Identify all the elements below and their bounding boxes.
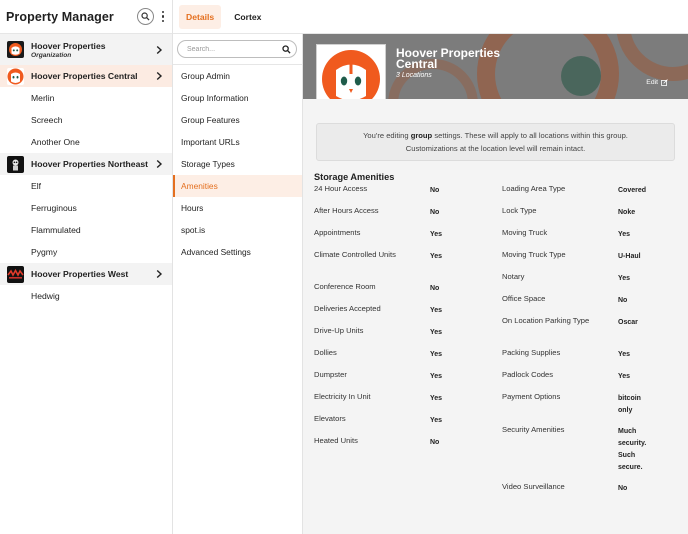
- search-box: [177, 40, 297, 58]
- group-name: Hoover Properties: [31, 40, 106, 51]
- amenity-row: [502, 348, 682, 361]
- amenity-row: [314, 282, 489, 295]
- amenity-value: Yes: [618, 274, 631, 282]
- tree-location-item[interactable]: Elf: [31, 181, 42, 191]
- amenity-label: Moving Truck Type: [502, 250, 566, 259]
- amenity-row: [502, 316, 682, 329]
- sidebar-header: [0, 0, 172, 34]
- group-edit-notice: [316, 123, 675, 161]
- amenity-row: [314, 326, 489, 339]
- amenity-label: Climate Controlled Units: [314, 250, 396, 259]
- nav-item-storage-types[interactable]: Storage Types: [181, 159, 235, 169]
- location-sidebar: [0, 0, 173, 534]
- tab-cortex[interactable]: Cortex: [234, 11, 262, 22]
- main-content: [303, 34, 688, 534]
- amenity-value: Much security. Such secure.: [618, 427, 647, 471]
- amenity-row: [314, 348, 489, 361]
- amenity-row: [314, 436, 489, 449]
- amenity-row: [502, 294, 682, 307]
- amenity-value: Yes: [430, 416, 443, 424]
- notice-line-1: You're editing group settings. These will apply to all locations within this group.: [363, 131, 628, 140]
- amenity-value: No: [430, 284, 440, 292]
- amenity-value: Oscar: [618, 318, 638, 326]
- amenity-label: Dumpster: [314, 370, 347, 379]
- amenity-label: Packing Supplies: [502, 348, 561, 357]
- nav-item-hours[interactable]: Hours: [181, 203, 204, 213]
- amenity-label: Security Amenities: [502, 425, 565, 434]
- amenity-value: Yes: [430, 230, 443, 238]
- amenity-value: No: [618, 484, 628, 492]
- amenity-value: Yes: [430, 306, 443, 314]
- nav-item-group-admin[interactable]: Group Admin: [181, 71, 230, 81]
- amenity-row: [314, 414, 489, 427]
- tree-location-item[interactable]: Another One: [31, 137, 80, 147]
- group-logo-icon: [7, 68, 24, 85]
- amenity-value: No: [430, 438, 440, 446]
- amenity-row: [314, 250, 489, 263]
- group-logo[interactable]: [316, 44, 386, 99]
- amenity-row: [314, 228, 489, 241]
- amenity-value: Yes: [618, 372, 631, 380]
- amenity-value: U-Haul: [618, 252, 641, 260]
- amenity-value: No: [430, 208, 440, 216]
- amenity-label: Heated Units: [314, 436, 358, 445]
- external-edit-icon: [661, 79, 668, 86]
- search-icon[interactable]: [282, 45, 291, 54]
- edit-button[interactable]: [646, 79, 668, 86]
- amenity-value: Yes: [618, 230, 631, 238]
- amenity-label: Video Surveillance: [502, 482, 565, 491]
- nav-item-group-features[interactable]: Group Features: [181, 115, 240, 125]
- search-input[interactable]: [187, 46, 282, 53]
- nav-item-amenities[interactable]: Amenities: [173, 175, 302, 197]
- amenity-label: Padlock Codes: [502, 370, 554, 379]
- amenity-value: Yes: [430, 350, 443, 358]
- amenity-label: Moving Truck: [502, 228, 548, 237]
- amenity-row: [502, 370, 682, 383]
- location-tree: [0, 34, 172, 307]
- amenity-label: Loading Area Type: [502, 184, 566, 193]
- chevron-right-icon: [154, 45, 164, 55]
- amenity-value: No: [618, 296, 628, 304]
- edit-label: Edit: [646, 79, 658, 86]
- amenity-row: [314, 206, 489, 219]
- nav-item-advanced-settings[interactable]: Advanced Settings: [181, 247, 251, 257]
- amenity-row: [502, 228, 682, 241]
- settings-nav-panel: [173, 34, 303, 534]
- tree-group-item[interactable]: [0, 153, 172, 175]
- tree-location-item[interactable]: Ferruginous: [31, 203, 77, 213]
- group-title: Hoover Properties Central: [396, 46, 501, 71]
- amenity-row: [502, 425, 682, 474]
- amenity-row: [502, 272, 682, 285]
- nav-item-group-information[interactable]: Group Information: [181, 93, 249, 103]
- tree-location-item[interactable]: Flammulated: [31, 225, 81, 235]
- amenity-label: Payment Options: [502, 392, 561, 401]
- tree-location-item[interactable]: Screech: [31, 115, 63, 125]
- amenity-label: Elevators: [314, 414, 346, 423]
- tree-group-item[interactable]: [0, 263, 172, 285]
- tree-group-item[interactable]: [0, 34, 172, 65]
- chevron-right-icon: [154, 159, 164, 169]
- notice-line-2: Customizations at the location level will remain intact.: [405, 144, 586, 153]
- group-logo-icon: [7, 41, 24, 58]
- amenity-row: [502, 184, 682, 197]
- tree-group-item[interactable]: [0, 65, 172, 87]
- amenity-value: bitcoin only: [618, 394, 641, 414]
- amenity-label: Electricity In Unit: [314, 392, 371, 401]
- amenity-label: Appointments: [314, 228, 361, 237]
- amenity-row: [502, 250, 682, 263]
- tree-location-item[interactable]: Hedwig: [31, 291, 60, 301]
- amenity-value: Yes: [430, 328, 443, 336]
- owl-logo-icon: [322, 50, 380, 99]
- group-name: Hoover Properties Central: [31, 71, 138, 81]
- amenity-label: Lock Type: [502, 206, 537, 215]
- group-logo-icon: [7, 156, 24, 173]
- amenity-label: Office Space: [502, 294, 546, 303]
- amenity-value: Yes: [430, 252, 443, 260]
- amenity-label: 24 Hour Access: [314, 184, 368, 193]
- amenity-row: [314, 370, 489, 383]
- amenity-label: Notary: [502, 272, 525, 281]
- amenity-row: [314, 392, 489, 405]
- amenity-label: Drive-Up Units: [314, 326, 364, 335]
- nav-item-important-urls[interactable]: Important URLs: [181, 137, 240, 147]
- chevron-right-icon: [154, 71, 164, 81]
- amenities-section-title: Storage Amenities: [314, 172, 395, 182]
- amenity-label: Dollies: [314, 348, 337, 357]
- nav-item-spot-is[interactable]: spot.is: [181, 225, 206, 235]
- amenity-row: [314, 184, 489, 197]
- tree-location-item[interactable]: Merlin: [31, 93, 55, 103]
- amenity-row: [502, 206, 682, 219]
- tab-bar: [173, 0, 688, 34]
- group-logo-icon: [7, 266, 24, 283]
- amenity-label: After Hours Access: [314, 206, 379, 215]
- group-name: Hoover Properties West: [31, 269, 129, 279]
- amenity-value: Yes: [430, 372, 443, 380]
- tab-details[interactable]: Details: [179, 5, 221, 29]
- app-title: Property Manager: [6, 9, 114, 24]
- chevron-right-icon: [154, 269, 164, 279]
- amenity-label: On Location Parking Type: [502, 316, 590, 325]
- amenity-value: Yes: [430, 394, 443, 402]
- settings-nav: [173, 64, 302, 263]
- more-options-icon[interactable]: [160, 10, 166, 24]
- location-count: 3 Locations: [396, 72, 432, 79]
- amenity-row: [502, 392, 682, 417]
- amenity-label: Conference Room: [314, 282, 376, 291]
- search-icon[interactable]: [137, 8, 154, 25]
- tree-location-item[interactable]: Pygmy: [31, 247, 58, 257]
- amenity-value: No: [430, 186, 440, 194]
- group-name: Hoover Properties Northeast: [31, 159, 149, 169]
- amenity-value: Yes: [618, 350, 631, 358]
- amenity-row: [314, 304, 489, 317]
- group-subtitle: Organization: [31, 51, 72, 59]
- amenity-label: Deliveries Accepted: [314, 304, 381, 313]
- amenity-row: [502, 482, 682, 495]
- amenity-value: Noke: [618, 208, 636, 216]
- amenity-value: Covered: [618, 186, 647, 194]
- group-banner: [303, 34, 688, 99]
